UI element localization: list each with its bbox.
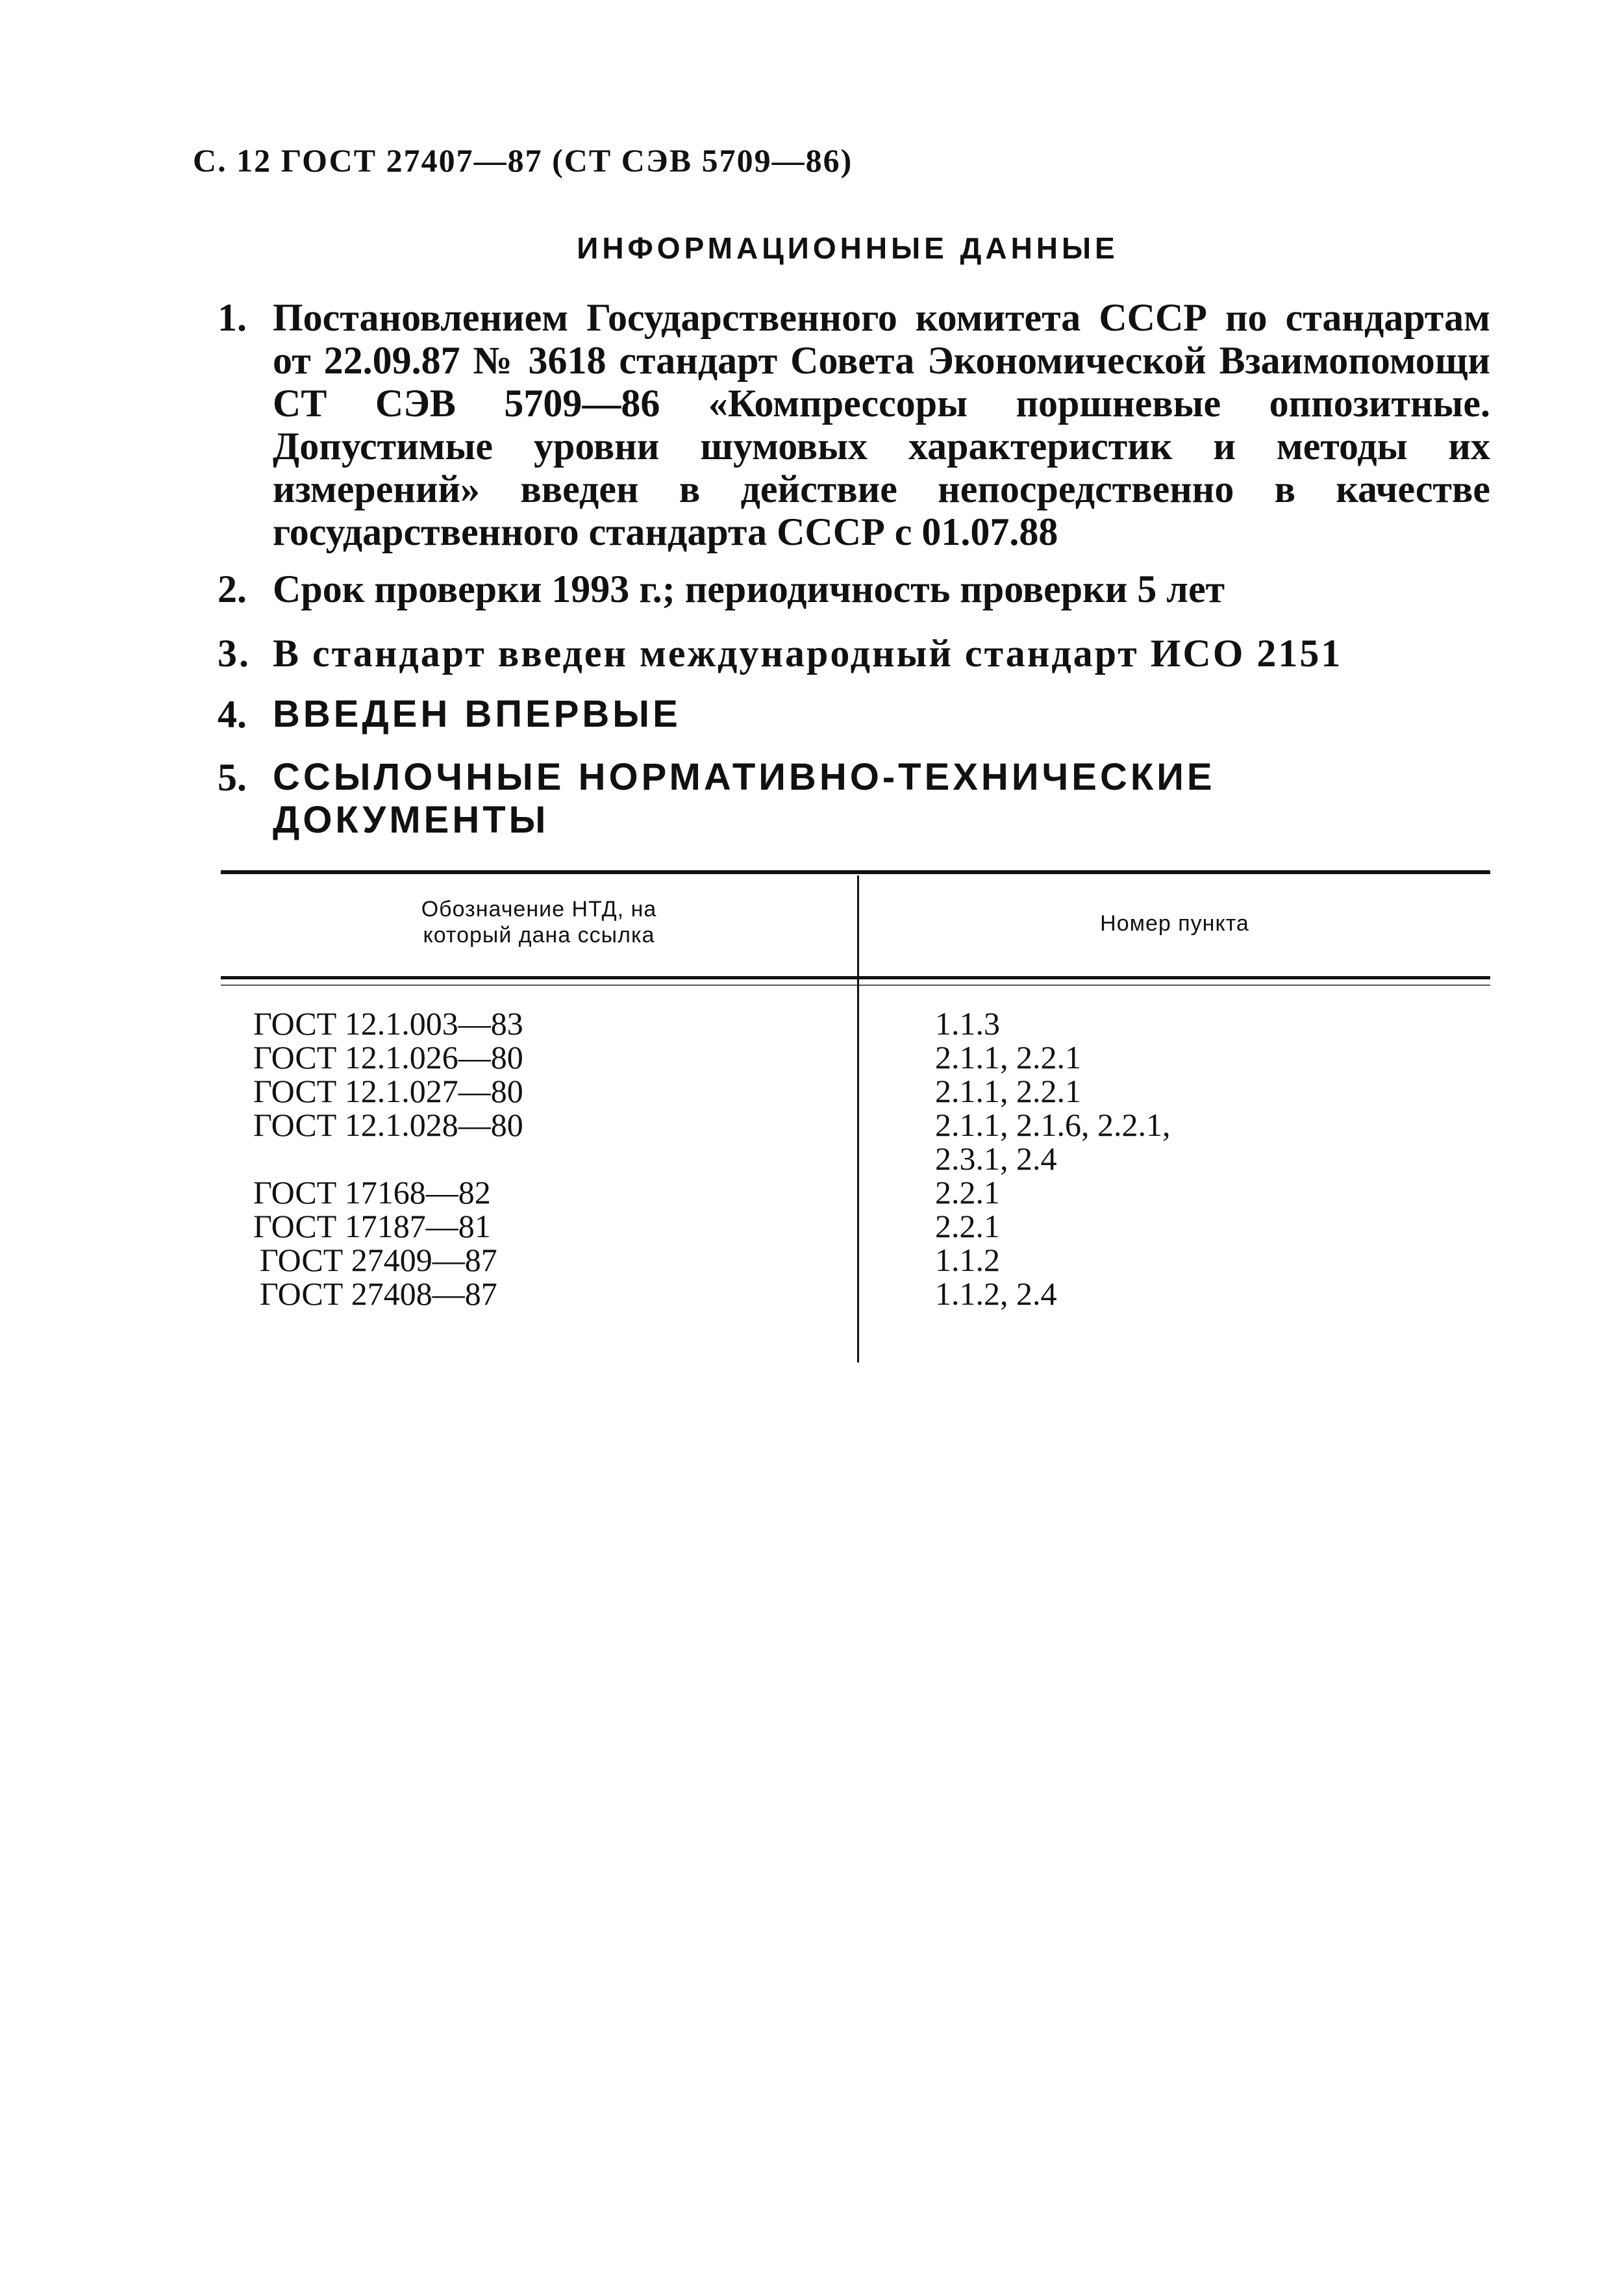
table-cell-clause: 1.1.2: [935, 1242, 1000, 1278]
item-text: Срок проверки 1993 г.; периодичность проверки 5 лет: [273, 568, 1225, 610]
section-title: ИНФОРМАЦИОННЫЕ ДАННЫЕ: [577, 231, 1119, 265]
item-number: 4.: [218, 693, 247, 736]
table-cell-clause: 1.1.2, 2.4: [935, 1275, 1057, 1312]
table-cell-clause: 2.1.1, 2.2.1: [935, 1039, 1081, 1075]
table-cell-document: ГОСТ 17187—81: [253, 1208, 491, 1244]
table-cell-document: ГОСТ 27408—87: [260, 1275, 497, 1312]
table-cell-clause: 2.2.1: [935, 1208, 1000, 1244]
table-header-clause: Номер пункта: [1100, 911, 1249, 936]
item-number: 1.: [218, 296, 247, 339]
item-number: 2.: [218, 568, 247, 610]
table-column-divider: [857, 875, 859, 1363]
item-text: ССЫЛОЧНЫЕ НОРМАТИВНО-ТЕХНИЧЕСКИЕ ДОКУМЕНТЫ: [273, 756, 1216, 841]
item-text: ВВЕДЕН ВПЕРВЫЕ: [273, 693, 681, 735]
item-number: 3.: [218, 632, 251, 675]
table-cell-spacer: [253, 1142, 523, 1175]
table-cell-document: ГОСТ 27409—87: [260, 1242, 497, 1278]
table-cell-document: ГОСТ 12.1.027—80: [253, 1073, 523, 1109]
table-cell-document: ГОСТ 12.1.026—80: [253, 1039, 523, 1075]
clause-column: [935, 1007, 1171, 1311]
table-cell-document: ГОСТ 12.1.028—80: [253, 1107, 523, 1143]
info-item-4: [218, 693, 1490, 736]
table-top-rule: [221, 870, 1490, 874]
table-cell-clause: 2.1.1, 2.1.6, 2.2.1,: [935, 1107, 1171, 1143]
table-header-document: Обозначение НТД, на который дана ссылка: [421, 897, 657, 948]
table-cell-clause: 2.1.1, 2.2.1: [935, 1073, 1081, 1109]
page-header: С. 12 ГОСТ 27407—87 (СТ СЭВ 5709—86): [193, 142, 853, 179]
info-item-2: [218, 568, 1490, 610]
item-text: Постановлением Государственного комитета СССР по стандартам от 22.09.87 № 3618 стандарт Совета Экономической Взаимопомощи СТ СЭВ 5709—86 «Компрессоры поршневые оппозитные. Допустимые уровни шумовых характеристик и методы их измерений» введен в действие непосредственно в качестве государственного стандарта СССР с 01.07.88: [273, 296, 1490, 553]
reference-table: [221, 870, 1490, 1364]
table-cell-clause: 2.2.1: [935, 1174, 1000, 1211]
table-cell-document: ГОСТ 17168—82: [253, 1174, 491, 1211]
document-column: [253, 1007, 523, 1311]
info-item-1: [218, 296, 1490, 553]
item-text: В стандарт введен международный стандарт ИСО 2151: [273, 632, 1343, 675]
table-cell-document: ГОСТ 12.1.003—83: [253, 1005, 523, 1042]
info-item-5: [218, 756, 1490, 842]
item-number: 5.: [218, 756, 247, 799]
table-header-rule-thin: [221, 985, 1490, 986]
table-cell-clause-continued: 2.3.1, 2.4: [935, 1140, 1057, 1177]
table-header-rule: [221, 976, 1490, 979]
info-item-3: [218, 632, 1490, 675]
table-cell-clause: 1.1.3: [935, 1005, 1000, 1042]
